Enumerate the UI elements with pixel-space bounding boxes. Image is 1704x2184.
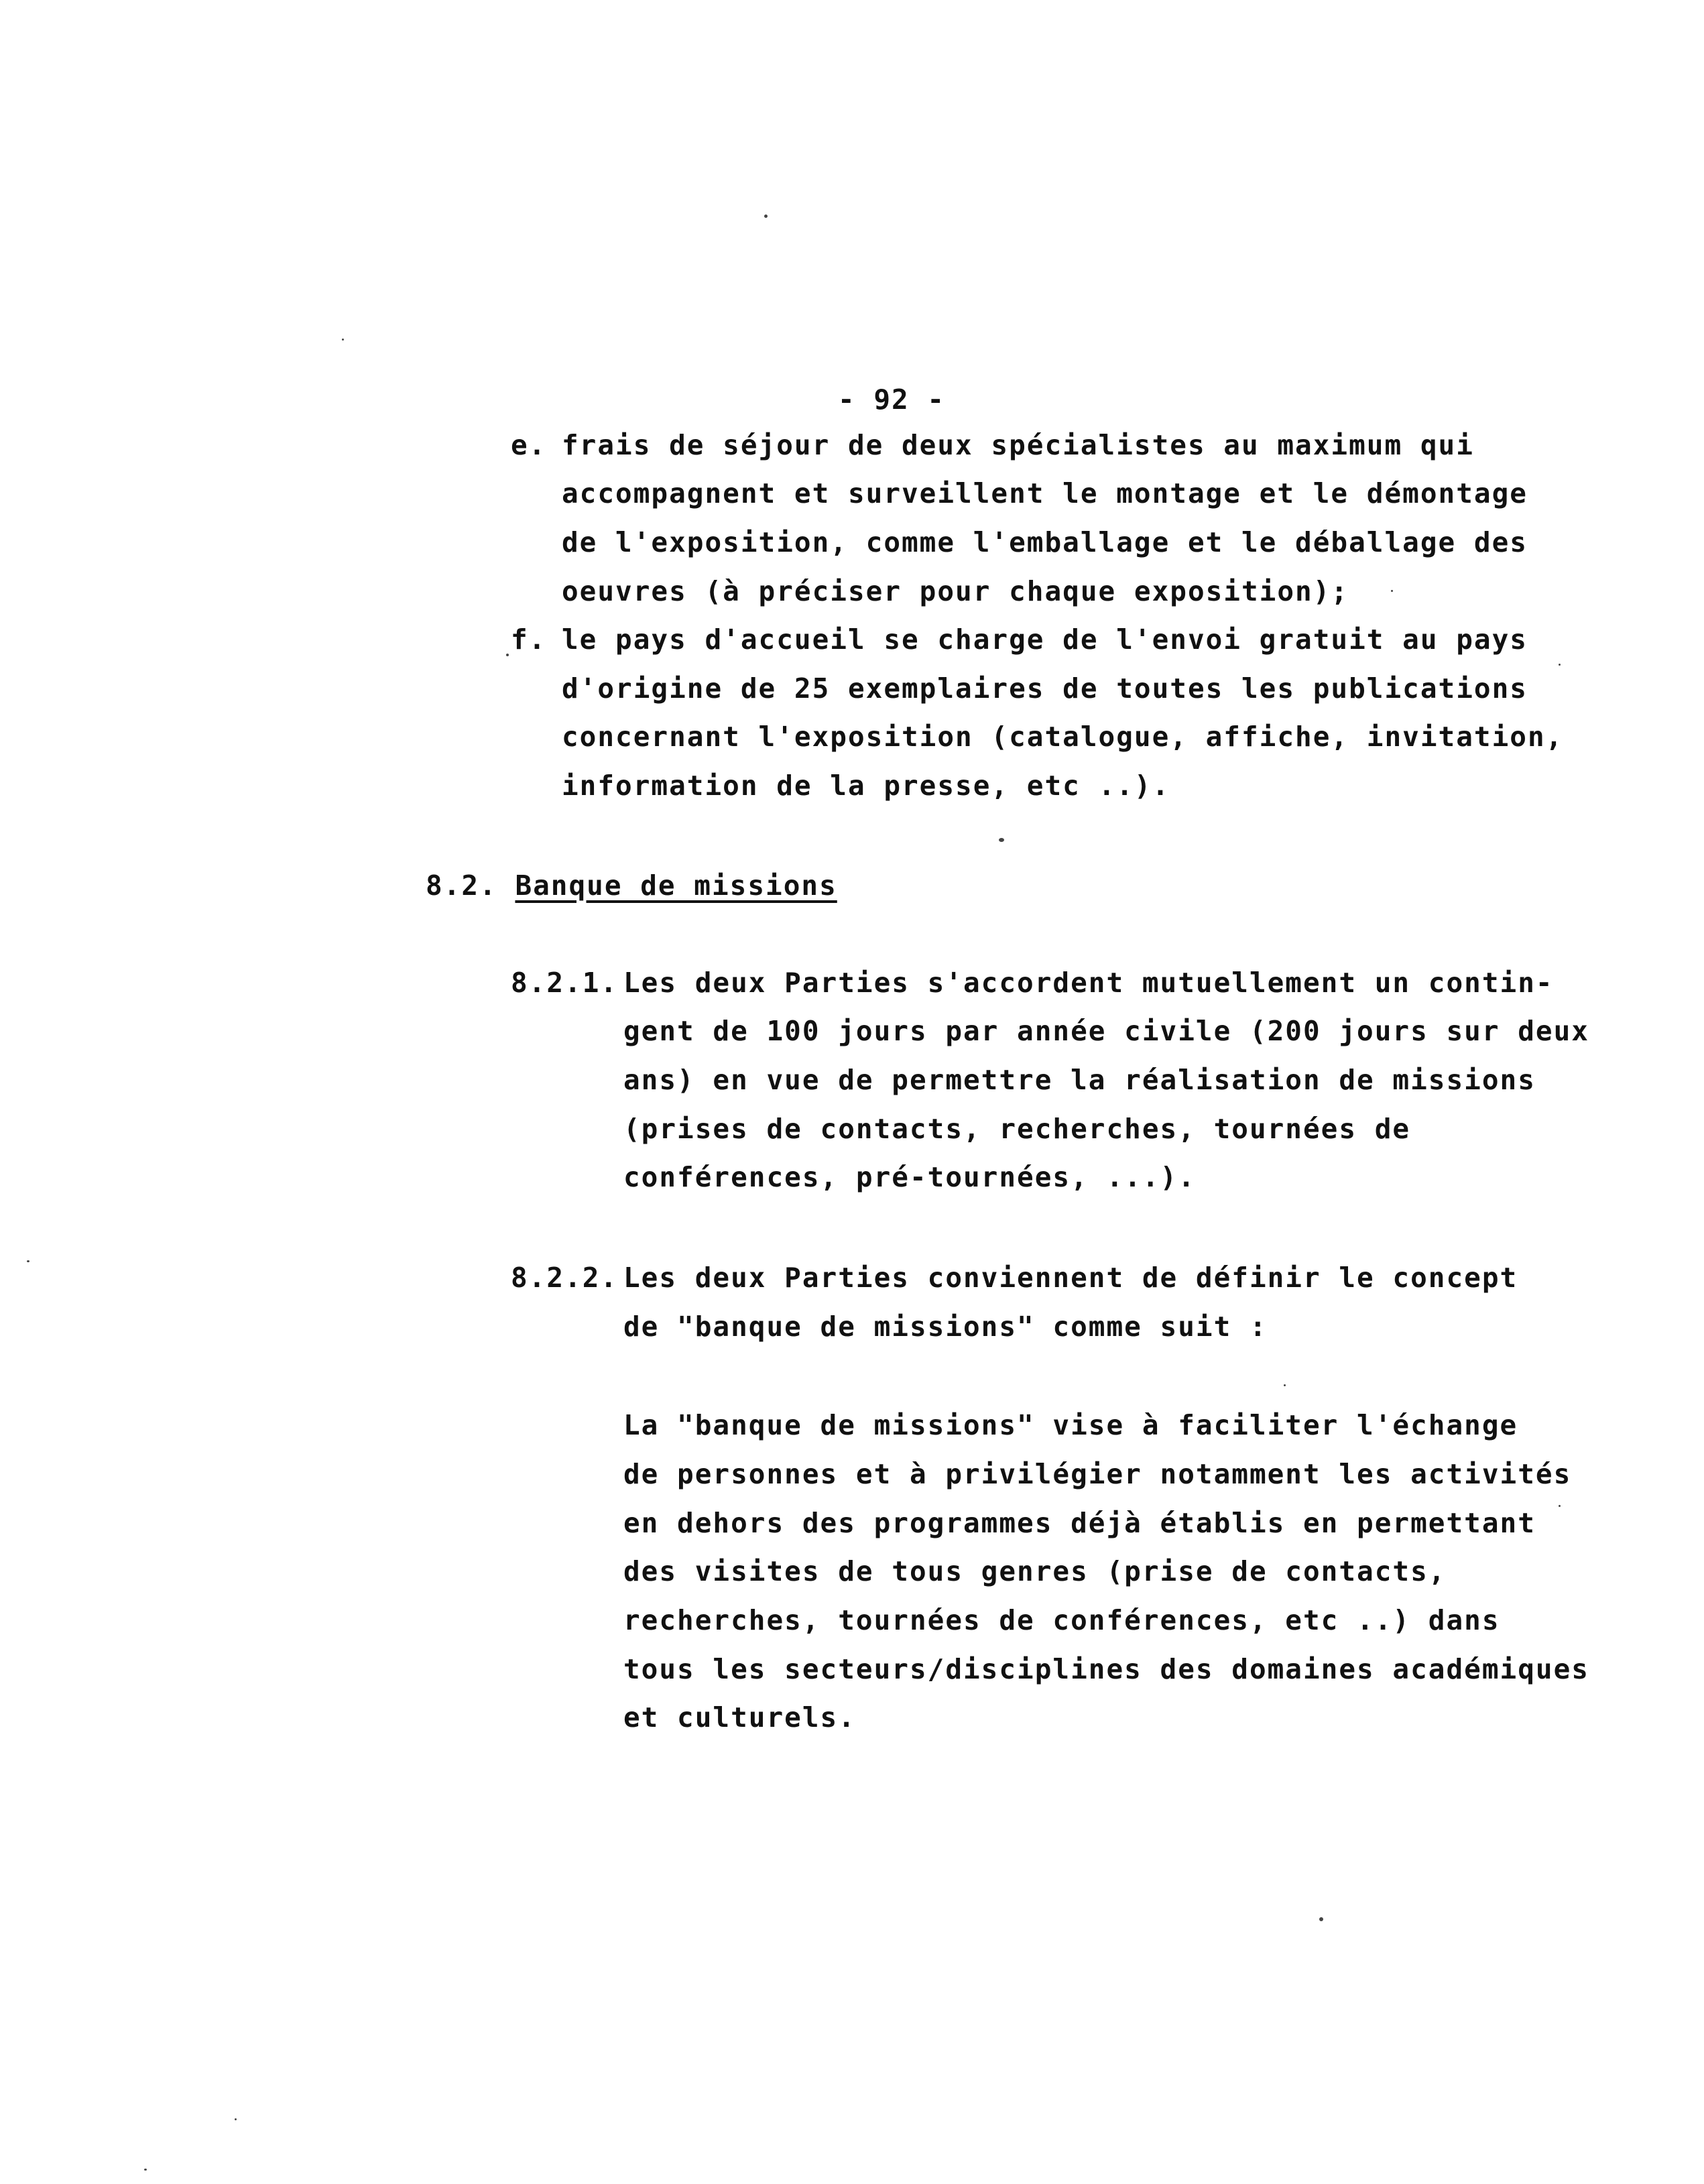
definition-line-1: La "banque de missions" vise à faciliter l'échange — [623, 1409, 1518, 1441]
page-number: - 92 - — [838, 383, 946, 416]
para-8-2-2-number: 8.2.2. — [511, 1262, 619, 1294]
definition-line-6: tous les secteurs/disciplines des domaines académiques — [623, 1653, 1589, 1685]
definition-line-2: de personnes et à privilégier notamment les activités — [623, 1458, 1572, 1490]
para-8-2-1-number: 8.2.1. — [511, 967, 619, 999]
definition-line-7: et culturels. — [623, 1701, 856, 1734]
definition-line-4: des visites de tous genres (prise de contacts, — [623, 1555, 1447, 1587]
definition-line-5: recherches, tournées de conférences, etc ..) dans — [623, 1604, 1500, 1636]
item-f-line-4: information de la presse, etc ..). — [562, 770, 1170, 802]
item-f-line-3: concernant l'exposition (catalogue, affiche, invitation, — [562, 721, 1564, 753]
scan-speck — [1319, 1917, 1323, 1921]
scan-speck — [1559, 664, 1561, 666]
definition-line-3: en dehors des programmes déjà établis en permettant — [623, 1507, 1536, 1539]
item-e-line-2: accompagnent et surveillent le montage et le démontage — [562, 477, 1528, 509]
item-e-line-3: de l'exposition, comme l'emballage et le déballage des — [562, 526, 1528, 558]
section-heading — [426, 868, 837, 903]
scan-speck — [342, 339, 344, 341]
scan-speck — [506, 654, 509, 656]
para-8-2-1-line-2: gent de 100 jours par année civile (200 jours sur deux — [623, 1015, 1589, 1047]
item-f-line-1: le pays d'accueil se charge de l'envoi gratuit au pays — [562, 623, 1528, 656]
scan-speck — [1391, 590, 1393, 592]
item-e-line-1: frais de séjour de deux spécialistes au maximum qui — [562, 429, 1474, 461]
para-8-2-2-line-2: de "banque de missions" comme suit : — [623, 1311, 1268, 1343]
para-8-2-1-line-5: conférences, pré-tournées, ...). — [623, 1161, 1196, 1193]
item-f-line-2: d'origine de 25 exemplaires de toutes les publications — [562, 672, 1528, 705]
para-8-2-2-line-1: Les deux Parties conviennent de définir le concept — [623, 1262, 1518, 1294]
scan-speck — [27, 1260, 29, 1262]
para-8-2-1-line-4: (prises de contacts, recherches, tournées de — [623, 1113, 1411, 1145]
scan-speck — [144, 2169, 147, 2171]
scan-speck — [235, 2118, 237, 2120]
item-e-line-4: oeuvres (à préciser pour chaque exposition); — [562, 575, 1349, 607]
scan-speck — [1559, 1505, 1561, 1507]
scan-speck — [764, 215, 768, 218]
item-f-marker: f. — [511, 623, 547, 656]
para-8-2-1-line-1: Les deux Parties s'accordent mutuellement un contin- — [623, 967, 1554, 999]
scan-speck — [999, 838, 1004, 842]
scan-speck — [1284, 1384, 1286, 1386]
item-e-marker: e. — [511, 429, 547, 461]
section-number: 8.2. — [426, 869, 497, 902]
section-title: Banque de missions — [515, 869, 837, 902]
para-8-2-1-line-3: ans) en vue de permettre la réalisation de missions — [623, 1064, 1536, 1096]
